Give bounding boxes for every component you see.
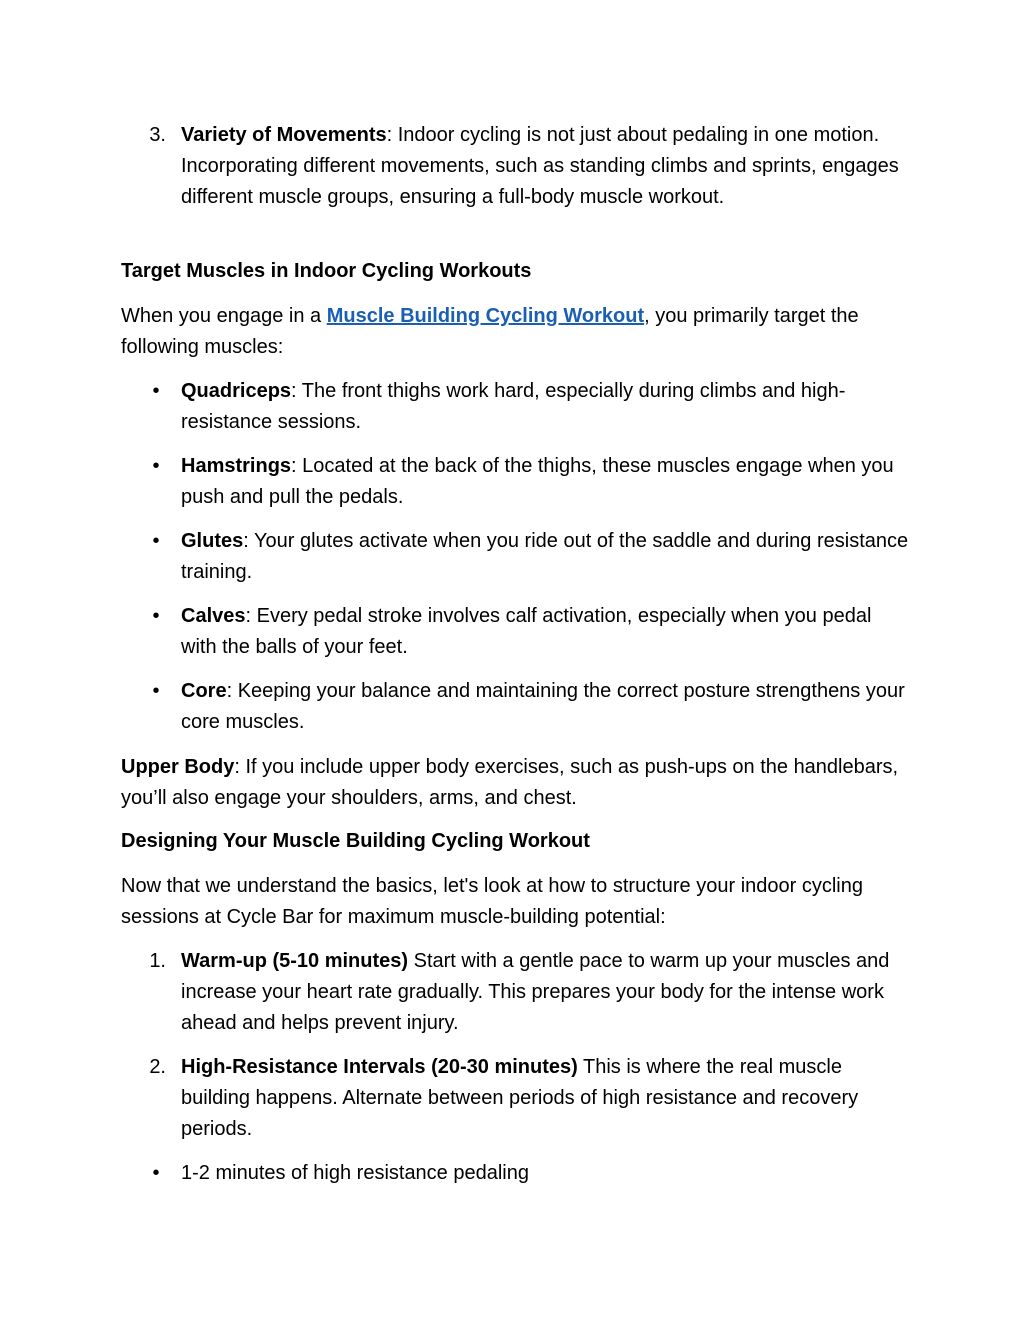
list-item-intervals: High-Resistance Intervals (20-30 minutes) This is where the real muscle building happens. Alternate between periods of high resistance and recovery periods. — [181, 1056, 859, 1140]
bullet-icon: • — [152, 380, 160, 402]
bullet-icon: • — [152, 530, 160, 552]
section-heading: Designing Your Muscle Building Cycling Workout — [121, 830, 590, 852]
list-item: Quadriceps: The front thighs work hard, especially during climbs and high-resistance sessions. — [181, 380, 846, 433]
designing-intro-paragraph: Now that we understand the basics, let's look at how to structure your indoor cycling sessions at Cycle Bar for maximum muscle-building potential: — [121, 875, 863, 928]
list-number: 1. — [149, 950, 166, 972]
list-number: 2. — [149, 1056, 166, 1078]
upper-body-paragraph: Upper Body: If you include upper body exercises, such as push-ups on the handlebars, you’ll also engage your shoulders, arms, and chest. — [121, 756, 899, 809]
item-text: : Indoor cycling is not just about pedaling in one motion. Incorporating different movements, such as standing climbs and sprints, engages different muscle groups, ensuring a full-body muscle workout. — [181, 124, 899, 208]
list-item: Calves: Every pedal stroke involves calf activation, especially when you pedal with the balls of your feet. — [181, 605, 872, 658]
list-item-warmup: Warm-up (5-10 minutes) Start with a gentle pace to warm up your muscles and increase your heart rate gradually. This prepares your body for the intense work ahead and helps prevent injury. — [181, 950, 890, 1034]
list-item: Glutes: Your glutes activate when you ride out of the saddle and during resistance training. — [181, 530, 909, 583]
bullet-icon: • — [152, 605, 160, 627]
bullet-icon: • — [152, 1162, 160, 1184]
intro-paragraph: When you engage in a Muscle Building Cycling Workout, you primarily target the following muscles: — [121, 305, 859, 358]
muscle-building-link[interactable]: Muscle Building Cycling Workout — [326, 305, 645, 327]
bullet-icon: • — [152, 680, 160, 702]
list-item-variety — [181, 120, 911, 213]
list-item: Hamstrings: Located at the back of the thighs, these muscles engage when you push and pull the pedals. — [181, 455, 894, 508]
list-number: 3. — [149, 124, 166, 146]
list-item: 1-2 minutes of high resistance pedaling — [181, 1162, 529, 1184]
bullet-icon: • — [152, 455, 160, 477]
list-item: Core: Keeping your balance and maintaining the correct posture strengthens your core muscles. — [181, 680, 905, 733]
section-heading: Target Muscles in Indoor Cycling Workouts — [121, 260, 532, 282]
item-title: Variety of Movements — [181, 124, 387, 146]
